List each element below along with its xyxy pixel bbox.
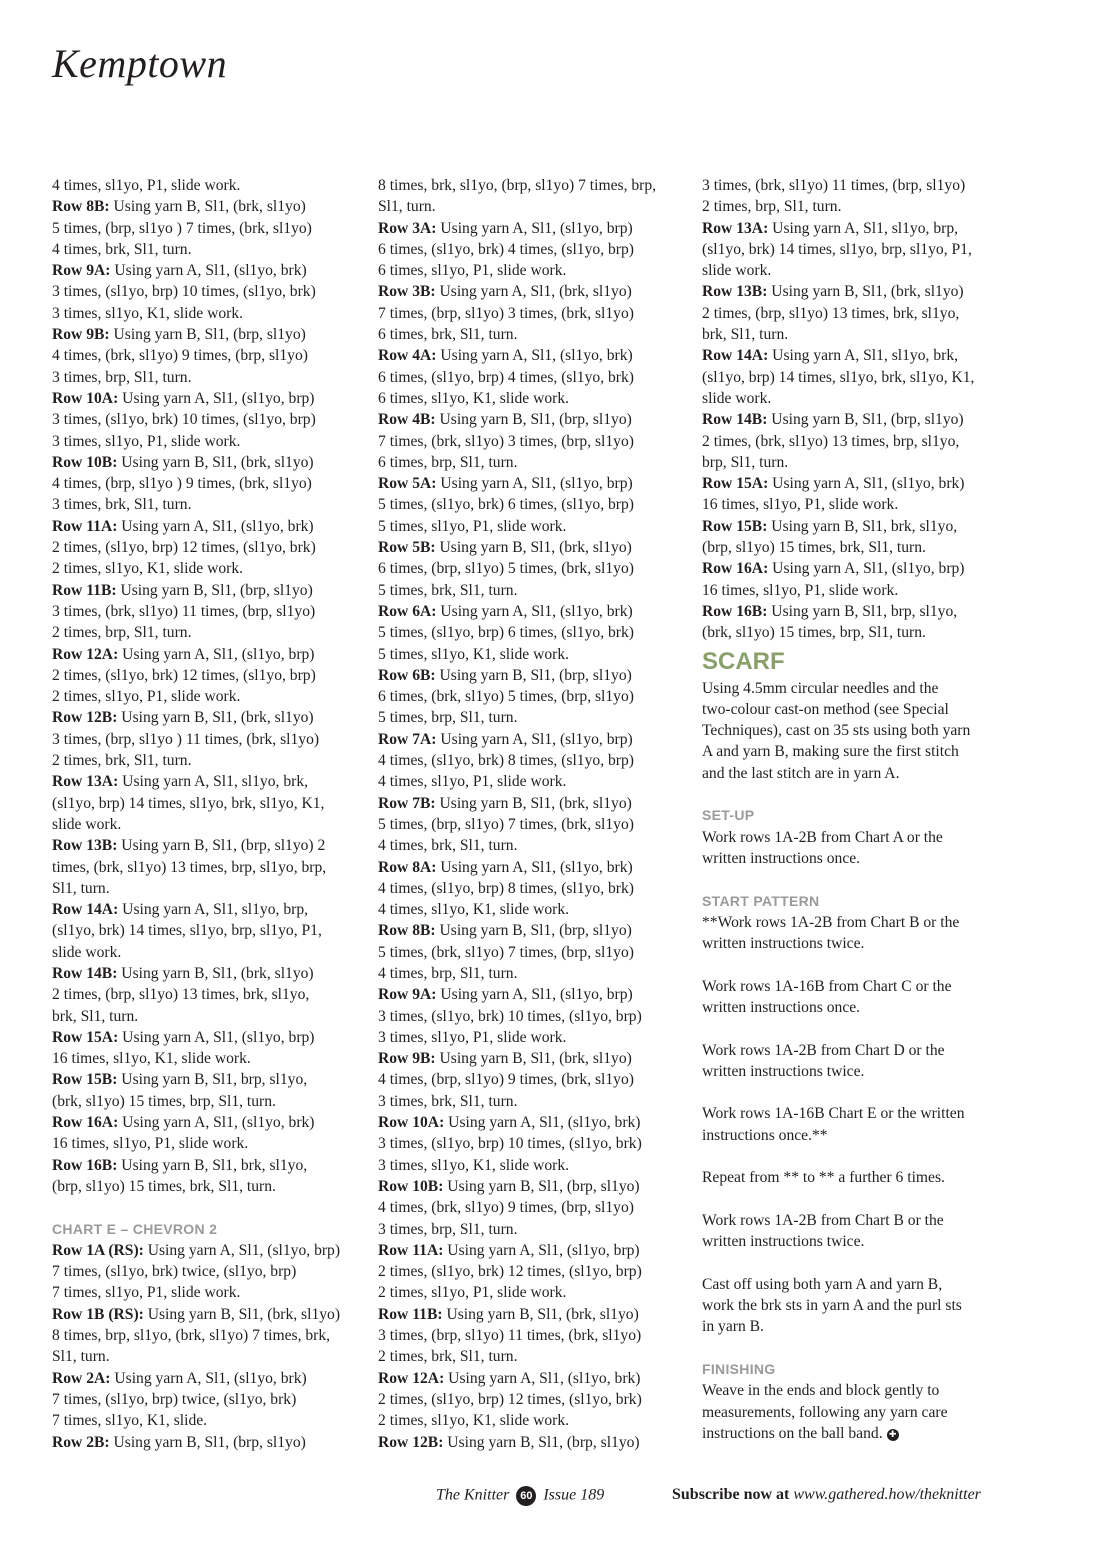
row-label: Row 9B: — [378, 1050, 436, 1068]
instruction-line: brk, Sl1, turn. — [52, 1007, 139, 1025]
row-label: Row 5B: — [378, 539, 436, 557]
instruction-line: 6 times, sl1yo, K1, slide work. — [378, 389, 570, 407]
instruction-line: Row 15B: Using yarn B, Sl1, brk, sl1yo, — [702, 517, 958, 535]
instruction-line: 2 times, (brk, sl1yo) 13 times, brp, sl1yo, — [702, 432, 960, 450]
row-label: Row 3B: — [378, 283, 436, 301]
scarf-heading: SCARF — [702, 647, 785, 675]
instruction-line: 4 times, brk, Sl1, turn. — [52, 240, 192, 258]
instruction-line: 2 times, sl1yo, P1, slide work. — [378, 1284, 567, 1302]
instruction-line: Row 11B: Using yarn B, Sl1, (brk, sl1yo) — [378, 1305, 639, 1323]
row-label: Row 14A: — [702, 347, 769, 365]
instruction-line: Row 7A: Using yarn A, Sl1, (sl1yo, brp) — [378, 730, 633, 748]
instruction-line: (brp, sl1yo) 15 times, brk, Sl1, turn. — [52, 1177, 276, 1195]
row-label: Row 15B: — [702, 517, 768, 535]
instruction-line: Row 16B: Using yarn B, Sl1, brk, sl1yo, — [52, 1156, 308, 1174]
chart-heading: CHART E – CHEVRON 2 — [52, 1220, 218, 1237]
row-label: Row 14A: — [52, 901, 119, 919]
finishing-heading: FINISHING — [702, 1361, 776, 1378]
instruction-line: Row 10A: Using yarn A, Sl1, (sl1yo, brp) — [52, 389, 315, 407]
subscribe-label: Subscribe now at — [672, 1486, 790, 1503]
column-right — [702, 175, 1007, 1444]
row-label: Row 8B: — [52, 198, 110, 216]
text-line: Cast off using both yarn A and yarn B, — [702, 1275, 943, 1293]
instruction-line: (brk, sl1yo) 15 times, brp, Sl1, turn. — [52, 1092, 276, 1110]
instruction-line: 6 times, (brp, sl1yo) 5 times, (brk, sl1yo) — [378, 560, 634, 578]
row-label: Row 3A: — [378, 219, 437, 237]
instruction-line: Row 5A: Using yarn A, Sl1, (sl1yo, brp) — [378, 475, 633, 493]
instruction-line: Sl1, turn. — [52, 879, 110, 897]
text-line: Work rows 1A-2B from Chart B or the — [702, 1211, 944, 1229]
text-line: written instructions twice. — [702, 1062, 865, 1080]
row-label: Row 2B: — [52, 1433, 110, 1451]
text-line: Work rows 1A-16B from Chart C or the — [702, 977, 952, 995]
row-label: Row 10B: — [378, 1177, 444, 1195]
row-label: Row 12A: — [52, 645, 119, 663]
instruction-line: (sl1yo, brp) 14 times, sl1yo, brk, sl1yo, K1, — [702, 368, 975, 386]
row-label: Row 12A: — [378, 1369, 445, 1387]
instruction-line: Row 12B: Using yarn B, Sl1, (brp, sl1yo) — [378, 1433, 640, 1451]
instruction-line: Row 10A: Using yarn A, Sl1, (sl1yo, brk) — [378, 1114, 641, 1132]
text-line: instructions once.** — [702, 1126, 828, 1144]
text-line: Work rows 1A-16B Chart E or the written — [702, 1105, 965, 1123]
instruction-line: Row 1A (RS): Using yarn A, Sl1, (sl1yo, brp) — [52, 1241, 341, 1259]
instruction-line: 7 times, sl1yo, P1, slide work. — [52, 1284, 241, 1302]
instruction-line: 5 times, (sl1yo, brk) 6 times, (sl1yo, brp) — [378, 496, 634, 514]
instruction-line: 3 times, sl1yo, K1, slide work. — [378, 1156, 570, 1174]
instruction-line: 5 times, sl1yo, P1, slide work. — [378, 517, 567, 535]
instruction-line: 2 times, sl1yo, K1, slide work. — [52, 560, 244, 578]
text-line: written instructions once. — [702, 998, 861, 1016]
issue-number: Issue 189 — [543, 1486, 605, 1504]
instruction-line: 16 times, sl1yo, P1, slide work. — [702, 581, 899, 599]
column-left — [52, 175, 357, 1453]
instruction-line: 2 times, (brp, sl1yo) 13 times, brk, sl1yo, — [52, 986, 310, 1004]
row-label: Row 1B (RS): — [52, 1305, 144, 1323]
instruction-line: 5 times, (brp, sl1yo ) 7 times, (brk, sl1yo) — [52, 219, 312, 237]
row-label: Row 10B: — [52, 453, 118, 471]
instruction-line: Row 6A: Using yarn A, Sl1, (sl1yo, brk) — [378, 602, 633, 620]
row-label: Row 10A: — [378, 1114, 445, 1132]
instruction-line: 4 times, (sl1yo, brp) 8 times, (sl1yo, brk) — [378, 879, 634, 897]
row-label: Row 5A: — [378, 475, 437, 493]
row-label: Row 13B: — [52, 837, 118, 855]
text-line: written instructions twice. — [702, 935, 865, 953]
instruction-line: Row 3B: Using yarn A, Sl1, (brk, sl1yo) — [378, 283, 632, 301]
text-line: Work rows 1A-2B from Chart A or the — [702, 828, 943, 846]
instruction-line: Sl1, turn. — [378, 198, 436, 216]
instruction-line: slide work. — [702, 262, 772, 280]
instruction-line: (sl1yo, brp) 14 times, sl1yo, brk, sl1yo, K1, — [52, 794, 325, 812]
text-line: written instructions twice. — [702, 1233, 865, 1251]
instruction-line: slide work. — [702, 389, 772, 407]
row-label: Row 8A: — [378, 858, 437, 876]
instruction-line: (sl1yo, brk) 14 times, sl1yo, brp, sl1yo, P1, — [52, 922, 322, 940]
instruction-line: brp, Sl1, turn. — [702, 453, 789, 471]
instruction-line: 3 times, sl1yo, P1, slide work. — [378, 1028, 567, 1046]
row-label: Row 7A: — [378, 730, 437, 748]
instruction-line: 3 times, sl1yo, K1, slide work. — [52, 304, 244, 322]
instruction-line: Row 13B: Using yarn B, Sl1, (brk, sl1yo) — [702, 283, 964, 301]
instruction-line: 3 times, (brk, sl1yo) 11 times, (brp, sl1yo) — [52, 602, 316, 620]
row-label: Row 16B: — [52, 1156, 118, 1174]
row-label: Row 12B: — [378, 1433, 444, 1451]
text-line: two-colour cast-on method (see Special — [702, 700, 949, 718]
instruction-line: 6 times, sl1yo, P1, slide work. — [378, 262, 567, 280]
instruction-line: 7 times, (brp, sl1yo) 3 times, (brk, sl1yo) — [378, 304, 634, 322]
row-label: Row 6A: — [378, 602, 437, 620]
instruction-line: 4 times, sl1yo, K1, slide work. — [378, 901, 570, 919]
instruction-line: 5 times, (brp, sl1yo) 7 times, (brk, sl1yo) — [378, 815, 634, 833]
text-line: A and yarn B, making sure the first stitch — [702, 743, 959, 761]
subscribe-url[interactable]: www.gathered.how/theknitter — [793, 1486, 981, 1503]
instruction-line: (sl1yo, brk) 14 times, sl1yo, brp, sl1yo, P1, — [702, 240, 972, 258]
instruction-line: (brk, sl1yo) 15 times, brp, Sl1, turn. — [702, 624, 926, 642]
instruction-line: 3 times, brk, Sl1, turn. — [52, 496, 192, 514]
row-label: Row 2A: — [52, 1369, 111, 1387]
text-line: written instructions once. — [702, 849, 861, 867]
instruction-line: 2 times, sl1yo, P1, slide work. — [52, 688, 241, 706]
start-pattern-heading: START PATTERN — [702, 892, 820, 909]
instruction-line: Row 9A: Using yarn A, Sl1, (sl1yo, brk) — [52, 262, 307, 280]
instruction-line: Row 16A: Using yarn A, Sl1, (sl1yo, brp) — [702, 560, 965, 578]
instruction-line: 4 times, (brp, sl1yo) 9 times, (brk, sl1yo) — [378, 1071, 634, 1089]
instruction-line: 2 times, brp, Sl1, turn. — [52, 624, 192, 642]
instruction-line: Row 15A: Using yarn A, Sl1, (sl1yo, brp) — [52, 1028, 315, 1046]
row-label: Row 15A: — [52, 1028, 119, 1046]
row-label: Row 9A: — [52, 262, 111, 280]
instruction-line: slide work. — [52, 815, 122, 833]
instruction-line: 16 times, sl1yo, K1, slide work. — [52, 1050, 251, 1068]
instruction-line: Row 2A: Using yarn A, Sl1, (sl1yo, brk) — [52, 1369, 307, 1387]
instruction-line: Row 5B: Using yarn B, Sl1, (brk, sl1yo) — [378, 539, 632, 557]
instruction-line: 2 times, (sl1yo, brp) 12 times, (sl1yo, brk) — [378, 1390, 642, 1408]
instruction-line: 6 times, brk, Sl1, turn. — [378, 326, 518, 344]
row-label: Row 11A: — [378, 1241, 444, 1259]
text-line: instructions on the ball band. ✚ — [702, 1423, 1007, 1444]
instruction-line: 6 times, (brk, sl1yo) 5 times, (brp, sl1yo) — [378, 688, 634, 706]
end-mark-icon: ✚ — [887, 1429, 899, 1441]
instruction-line: 3 times, brp, Sl1, turn. — [52, 368, 192, 386]
instruction-line: Row 11B: Using yarn B, Sl1, (brp, sl1yo) — [52, 581, 313, 599]
instruction-line: 5 times, (brk, sl1yo) 7 times, (brp, sl1yo) — [378, 943, 634, 961]
row-label: Row 14B: — [702, 411, 768, 429]
row-label: Row 12B: — [52, 709, 118, 727]
instruction-line: 5 times, brp, Sl1, turn. — [378, 709, 518, 727]
instruction-line: 3 times, (brp, sl1yo) 11 times, (brk, sl1yo) — [378, 1327, 642, 1345]
row-label: Row 4B: — [378, 411, 436, 429]
row-label: Row 16B: — [702, 602, 768, 620]
row-label: Row 13A: — [702, 219, 769, 237]
instruction-line: 4 times, brp, Sl1, turn. — [378, 964, 518, 982]
instruction-line: 2 times, (sl1yo, brk) 12 times, (sl1yo, brp) — [52, 666, 316, 684]
footer-subscribe — [672, 1486, 981, 1504]
instruction-line: Row 13A: Using yarn A, Sl1, sl1yo, brp, — [702, 219, 959, 237]
instruction-line: Row 14A: Using yarn A, Sl1, sl1yo, brk, — [702, 347, 959, 365]
instruction-line: Row 4B: Using yarn B, Sl1, (brp, sl1yo) — [378, 411, 632, 429]
instruction-line: Sl1, turn. — [52, 1348, 110, 1366]
instruction-line: 3 times, (sl1yo, brp) 10 times, (sl1yo, brk) — [52, 283, 316, 301]
instruction-line: Row 14A: Using yarn A, Sl1, sl1yo, brp, — [52, 901, 309, 919]
text-line: Weave in the ends and block gently to — [702, 1382, 940, 1400]
footer-issue — [436, 1486, 604, 1506]
instruction-line: Row 14B: Using yarn B, Sl1, (brk, sl1yo) — [52, 964, 314, 982]
instruction-line: Row 10B: Using yarn B, Sl1, (brp, sl1yo) — [378, 1177, 640, 1195]
column-middle — [378, 175, 683, 1453]
instruction-line: 2 times, (brp, sl1yo) 13 times, brk, sl1yo, — [702, 304, 960, 322]
row-label: Row 6B: — [378, 666, 436, 684]
instruction-line: 3 times, brp, Sl1, turn. — [378, 1220, 518, 1238]
instruction-line: Row 16B: Using yarn B, Sl1, brp, sl1yo, — [702, 602, 958, 620]
instruction-line: 6 times, brp, Sl1, turn. — [378, 453, 518, 471]
row-label: Row 15A: — [702, 475, 769, 493]
instruction-line: 7 times, sl1yo, K1, slide. — [52, 1412, 208, 1430]
instruction-line: 3 times, (brk, sl1yo) 11 times, (brp, sl1yo) — [702, 177, 966, 194]
instruction-line: Row 13A: Using yarn A, Sl1, sl1yo, brk, — [52, 773, 309, 791]
scarf-intro — [702, 678, 1007, 784]
start-pattern-text — [702, 912, 1007, 1338]
instruction-line: 5 times, sl1yo, K1, slide work. — [378, 645, 570, 663]
instruction-line: Row 15B: Using yarn B, Sl1, brp, sl1yo, — [52, 1071, 308, 1089]
instruction-line: 2 times, sl1yo, K1, slide work. — [378, 1412, 570, 1430]
instruction-line: (brp, sl1yo) 15 times, brk, Sl1, turn. — [702, 539, 926, 557]
instruction-line: Row 2B: Using yarn B, Sl1, (brp, sl1yo) — [52, 1433, 306, 1451]
text-line: Repeat from ** to ** a further 6 times. — [702, 1169, 945, 1187]
instruction-line: 3 times, (sl1yo, brk) 10 times, (sl1yo, brp) — [52, 411, 316, 429]
setup-text — [702, 827, 1007, 870]
row-label: Row 8B: — [378, 922, 436, 940]
instruction-line: Row 3A: Using yarn A, Sl1, (sl1yo, brp) — [378, 219, 633, 237]
instruction-line: Row 7B: Using yarn B, Sl1, (brk, sl1yo) — [378, 794, 632, 812]
instruction-line: 16 times, sl1yo, P1, slide work. — [52, 1135, 249, 1153]
instruction-line: times, (brk, sl1yo) 13 times, brp, sl1yo, brp, — [52, 858, 327, 876]
text-line: work the brk sts in yarn A and the purl sts — [702, 1297, 962, 1315]
row-label: Row 11A: — [52, 517, 118, 535]
instruction-line: Row 1B (RS): Using yarn B, Sl1, (brk, sl1yo) — [52, 1305, 341, 1323]
instruction-line: Row 11A: Using yarn A, Sl1, (sl1yo, brk) — [52, 517, 314, 535]
instruction-line: 4 times, sl1yo, P1, slide work. — [52, 177, 241, 194]
page-title: Kemptown — [52, 41, 228, 86]
row-label: Row 16A: — [702, 560, 769, 578]
instruction-line: Row 16A: Using yarn A, Sl1, (sl1yo, brk) — [52, 1114, 315, 1132]
instruction-line: 2 times, brp, Sl1, turn. — [702, 198, 842, 216]
instruction-line: Row 12A: Using yarn A, Sl1, (sl1yo, brp) — [52, 645, 315, 663]
instruction-line: 5 times, (sl1yo, brp) 6 times, (sl1yo, brk) — [378, 624, 634, 642]
chart-rows-continued — [702, 175, 1007, 644]
page-number: 60 — [516, 1486, 536, 1506]
instruction-line: brk, Sl1, turn. — [702, 326, 789, 344]
text-line: Techniques), cast on 35 sts using both yarn — [702, 722, 971, 740]
instruction-line: Row 10B: Using yarn B, Sl1, (brk, sl1yo) — [52, 453, 314, 471]
instruction-line: 3 times, (sl1yo, brp) 10 times, (sl1yo, brk) — [378, 1135, 642, 1153]
instruction-line: Row 8B: Using yarn B, Sl1, (brp, sl1yo) — [378, 922, 632, 940]
instruction-line: 3 times, (sl1yo, brk) 10 times, (sl1yo, brp) — [378, 1007, 642, 1025]
row-label: Row 11B: — [52, 581, 117, 599]
row-label: Row 10A: — [52, 389, 119, 407]
instruction-line: 2 times, (sl1yo, brk) 12 times, (sl1yo, brp) — [378, 1263, 642, 1281]
text-line: in yarn B. — [702, 1318, 764, 1336]
text-line: measurements, following any yarn care — [702, 1403, 948, 1421]
instruction-line: 3 times, (brp, sl1yo ) 11 times, (brk, sl1yo) — [52, 730, 320, 748]
row-label: Row 4A: — [378, 347, 437, 365]
instruction-line: Row 9A: Using yarn A, Sl1, (sl1yo, brp) — [378, 986, 633, 1004]
row-label: Row 13A: — [52, 773, 119, 791]
instruction-line: 4 times, (brk, sl1yo) 9 times, (brp, sl1yo) — [378, 1199, 634, 1217]
instruction-line: 7 times, (sl1yo, brk) twice, (sl1yo, brp) — [52, 1263, 297, 1281]
instruction-line: Row 11A: Using yarn A, Sl1, (sl1yo, brp) — [378, 1241, 640, 1259]
row-label: Row 9A: — [378, 986, 437, 1004]
instruction-line: 8 times, brk, sl1yo, (brp, sl1yo) 7 times, brp, — [378, 177, 657, 194]
row-label: Row 11B: — [378, 1305, 443, 1323]
instruction-line: Row 8A: Using yarn A, Sl1, (sl1yo, brk) — [378, 858, 633, 876]
finishing-text — [702, 1380, 1007, 1444]
row-label: Row 7B: — [378, 794, 436, 812]
row-label: Row 9B: — [52, 326, 110, 344]
instruction-line: 7 times, (sl1yo, brp) twice, (sl1yo, brk) — [52, 1390, 297, 1408]
instruction-line: 4 times, brk, Sl1, turn. — [378, 837, 518, 855]
instruction-line: 7 times, (brk, sl1yo) 3 times, (brp, sl1yo) — [378, 432, 634, 450]
row-label: Row 16A: — [52, 1114, 119, 1132]
instruction-line: 2 times, brk, Sl1, turn. — [378, 1348, 518, 1366]
instruction-line: 4 times, (brk, sl1yo) 9 times, (brp, sl1yo) — [52, 347, 308, 365]
instruction-line: Row 6B: Using yarn B, Sl1, (brp, sl1yo) — [378, 666, 632, 684]
instruction-line: Row 13B: Using yarn B, Sl1, (brp, sl1yo) 2 — [52, 837, 326, 855]
instruction-line: 2 times, (sl1yo, brp) 12 times, (sl1yo, brk) — [52, 539, 316, 557]
row-label: Row 15B: — [52, 1071, 118, 1089]
instruction-line: Row 9B: Using yarn B, Sl1, (brp, sl1yo) — [52, 326, 306, 344]
instruction-line: Row 8B: Using yarn B, Sl1, (brk, sl1yo) — [52, 198, 306, 216]
instruction-line: 6 times, (sl1yo, brk) 4 times, (sl1yo, brp) — [378, 240, 634, 258]
instruction-line: 3 times, brk, Sl1, turn. — [378, 1092, 518, 1110]
row-label: Row 1A (RS): — [52, 1241, 144, 1259]
text-line: Work rows 1A-2B from Chart D or the — [702, 1041, 945, 1059]
text-line: **Work rows 1A-2B from Chart B or the — [702, 913, 960, 931]
text-line: Using 4.5mm circular needles and the — [702, 679, 939, 697]
setup-heading: SET-UP — [702, 807, 755, 824]
row-label: Row 13B: — [702, 283, 768, 301]
instruction-line: 5 times, brk, Sl1, turn. — [378, 581, 518, 599]
row-label: Row 14B: — [52, 964, 118, 982]
instruction-line: 4 times, (brp, sl1yo ) 9 times, (brk, sl1yo) — [52, 475, 312, 493]
instruction-line: 4 times, (sl1yo, brk) 8 times, (sl1yo, brp) — [378, 752, 634, 770]
instruction-line: Row 15A: Using yarn A, Sl1, (sl1yo, brk) — [702, 475, 965, 493]
instruction-line: 3 times, sl1yo, P1, slide work. — [52, 432, 241, 450]
instruction-line: Row 4A: Using yarn A, Sl1, (sl1yo, brk) — [378, 347, 633, 365]
instruction-line: slide work. — [52, 943, 122, 961]
instruction-line: 8 times, brp, sl1yo, (brk, sl1yo) 7 times, brk, — [52, 1327, 331, 1345]
text-line: and the last stitch are in yarn A. — [702, 764, 900, 782]
instruction-line: Row 14B: Using yarn B, Sl1, (brp, sl1yo) — [702, 411, 964, 429]
instruction-line: 2 times, brk, Sl1, turn. — [52, 752, 192, 770]
instruction-line: 16 times, sl1yo, P1, slide work. — [702, 496, 899, 514]
instruction-line: Row 12A: Using yarn A, Sl1, (sl1yo, brk) — [378, 1369, 641, 1387]
instruction-line: Row 9B: Using yarn B, Sl1, (brk, sl1yo) — [378, 1050, 632, 1068]
magazine-name: The Knitter — [436, 1486, 510, 1504]
instruction-line: Row 12B: Using yarn B, Sl1, (brk, sl1yo) — [52, 709, 314, 727]
instruction-line: 4 times, sl1yo, P1, slide work. — [378, 773, 567, 791]
instruction-line: 6 times, (sl1yo, brp) 4 times, (sl1yo, brk) — [378, 368, 634, 386]
